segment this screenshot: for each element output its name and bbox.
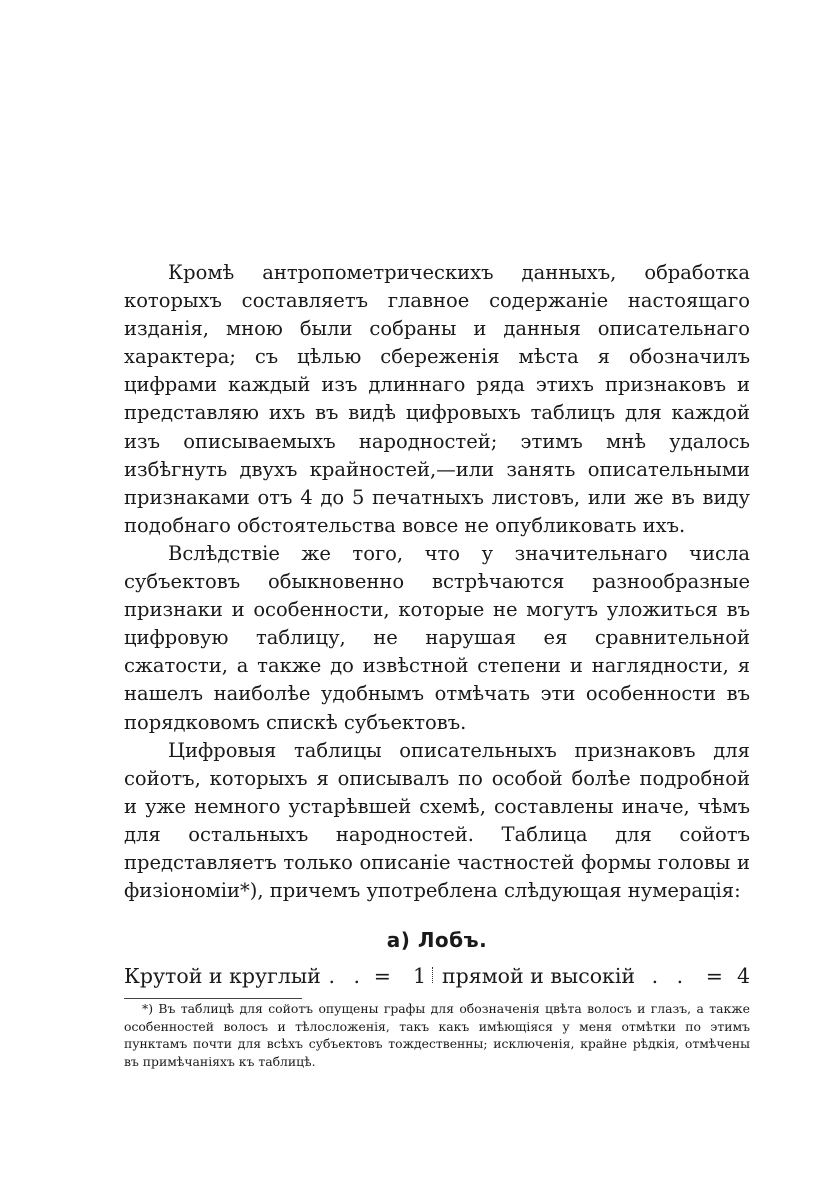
body-text	[124, 259, 750, 905]
entry-equals: =	[705, 964, 723, 988]
paragraph-2: Вслѣдствіе же того, что у значительнаго числа субъектовъ обыкновенно встрѣчаются разнообразные признаки и особенности, которые не могутъ уложиться въ цифровую таблицу, не нарушая ея сравнительной сжатости, а также до извѣстной степени и наглядности, я нашелъ наиболѣе удобнымъ отмѣчать эти особенности въ порядковомъ спискѣ субъектовъ.	[124, 541, 750, 734]
footnote-rule	[124, 998, 302, 999]
section-heading: а) Лобъ.	[386, 928, 488, 952]
paragraph-3: Цифровыя таблицы описательныхъ признаковъ для сойотъ, которыхъ я описывалъ по особой болѣе подробной и уже немного устарѣвшей схемѣ, составлены иначе, чѣмъ для остальныхъ народностей. Таблица для сойотъ представляетъ только описаніе частностей формы головы и физіономіи*), причемъ употреблена слѣдующая нумерація:	[124, 738, 750, 903]
entry-dots: . .	[328, 964, 367, 988]
entry-value: 1	[412, 964, 426, 988]
paragraph-1: Кромѣ антропометрическихъ данныхъ, обработка которыхъ составляетъ главное содержаніе настоящаго изданія, мною были собраны и данныя описательнаго характера; съ цѣлью сбереженія мѣста я обозначилъ цифрами каждый изъ длиннаго ряда этихъ признаковъ и представляю ихъ въ видѣ цифровыхъ таблицъ для каждой изъ описываемыхъ народностей; этимъ мнѣ удалось избѣгнуть двухъ крайностей,—или занять описательными признаками отъ 4 до 5 печатныхъ листовъ, или же въ виду подобнаго обстоятельства вовсе не опубликовать ихъ.	[124, 261, 750, 537]
numbering-entry	[124, 962, 442, 990]
numbering-entry	[442, 962, 750, 990]
entry-label: Крутой и круглый	[124, 964, 321, 988]
entry-equals: =	[373, 964, 391, 988]
entry-value: 4	[736, 964, 750, 988]
column-separator	[432, 967, 434, 983]
entry-label: прямой и высокій	[442, 964, 636, 988]
entry-dots: . .	[651, 964, 690, 988]
numbering-row	[124, 962, 750, 990]
footnote: *) Въ таблицѣ для сойотъ опущены графы для обозначенія цвѣта волосъ и глазъ, а также особенностей волосъ и тѣлосложенія, такъ какъ имѣющіяся у меня отмѣтки по этимъ пунктамъ почти для всѣхъ субъектовъ тождественны; исключенія, крайне рѣдкія, отмѣчены въ примѣчаніяхъ къ таблицѣ.	[124, 1001, 750, 1069]
